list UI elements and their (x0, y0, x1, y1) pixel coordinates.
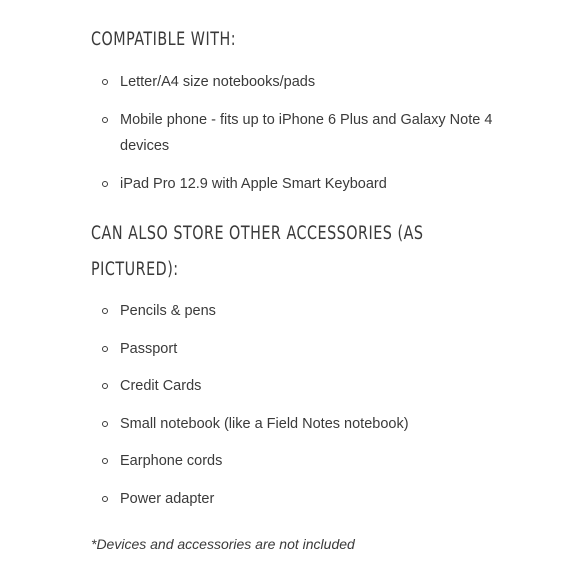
list-item (91, 448, 531, 474)
list-item (91, 171, 531, 197)
list-item-text: iPad Pro 12.9 with Apple Smart Keyboard (120, 176, 387, 192)
compatible-list (91, 69, 531, 197)
bullet-icon (102, 79, 108, 85)
list-item-text: Passport (120, 340, 178, 357)
bullet-icon (102, 496, 108, 502)
accessories-list (91, 298, 531, 512)
list-item (91, 373, 531, 399)
bullet-icon (102, 383, 108, 389)
list-item (91, 69, 531, 95)
list-item (91, 107, 531, 159)
list-item-text: Mobile phone - fits up to iPhone 6 Plus and Galaxy Note 4 devices (120, 112, 493, 154)
footnote: *Devices and accessories are not included (91, 536, 355, 552)
list-item (91, 486, 531, 512)
compatible-with-heading: COMPATIBLE WITH: (91, 29, 237, 50)
bullet-icon (102, 421, 108, 427)
bullet-icon (102, 117, 108, 123)
list-item (91, 336, 531, 362)
bullet-icon (102, 181, 108, 187)
list-item-text: Pencils & pens (120, 303, 216, 319)
bullet-icon (102, 458, 108, 464)
bullet-icon (102, 308, 108, 314)
list-item-text: Letter/A4 size notebooks/pads (120, 74, 316, 90)
list-item-text: Power adapter (120, 490, 215, 507)
list-item-text: Credit Cards (120, 378, 202, 395)
list-item (91, 411, 531, 437)
list-item-text: Small notebook (like a Field Notes notebook) (120, 415, 409, 432)
bullet-icon (102, 346, 108, 352)
list-item (91, 298, 531, 324)
accessories-heading: CAN ALSO STORE OTHER ACCESSORIES (AS PICTURED): (91, 223, 424, 280)
list-item-text: Earphone cords (120, 453, 223, 470)
